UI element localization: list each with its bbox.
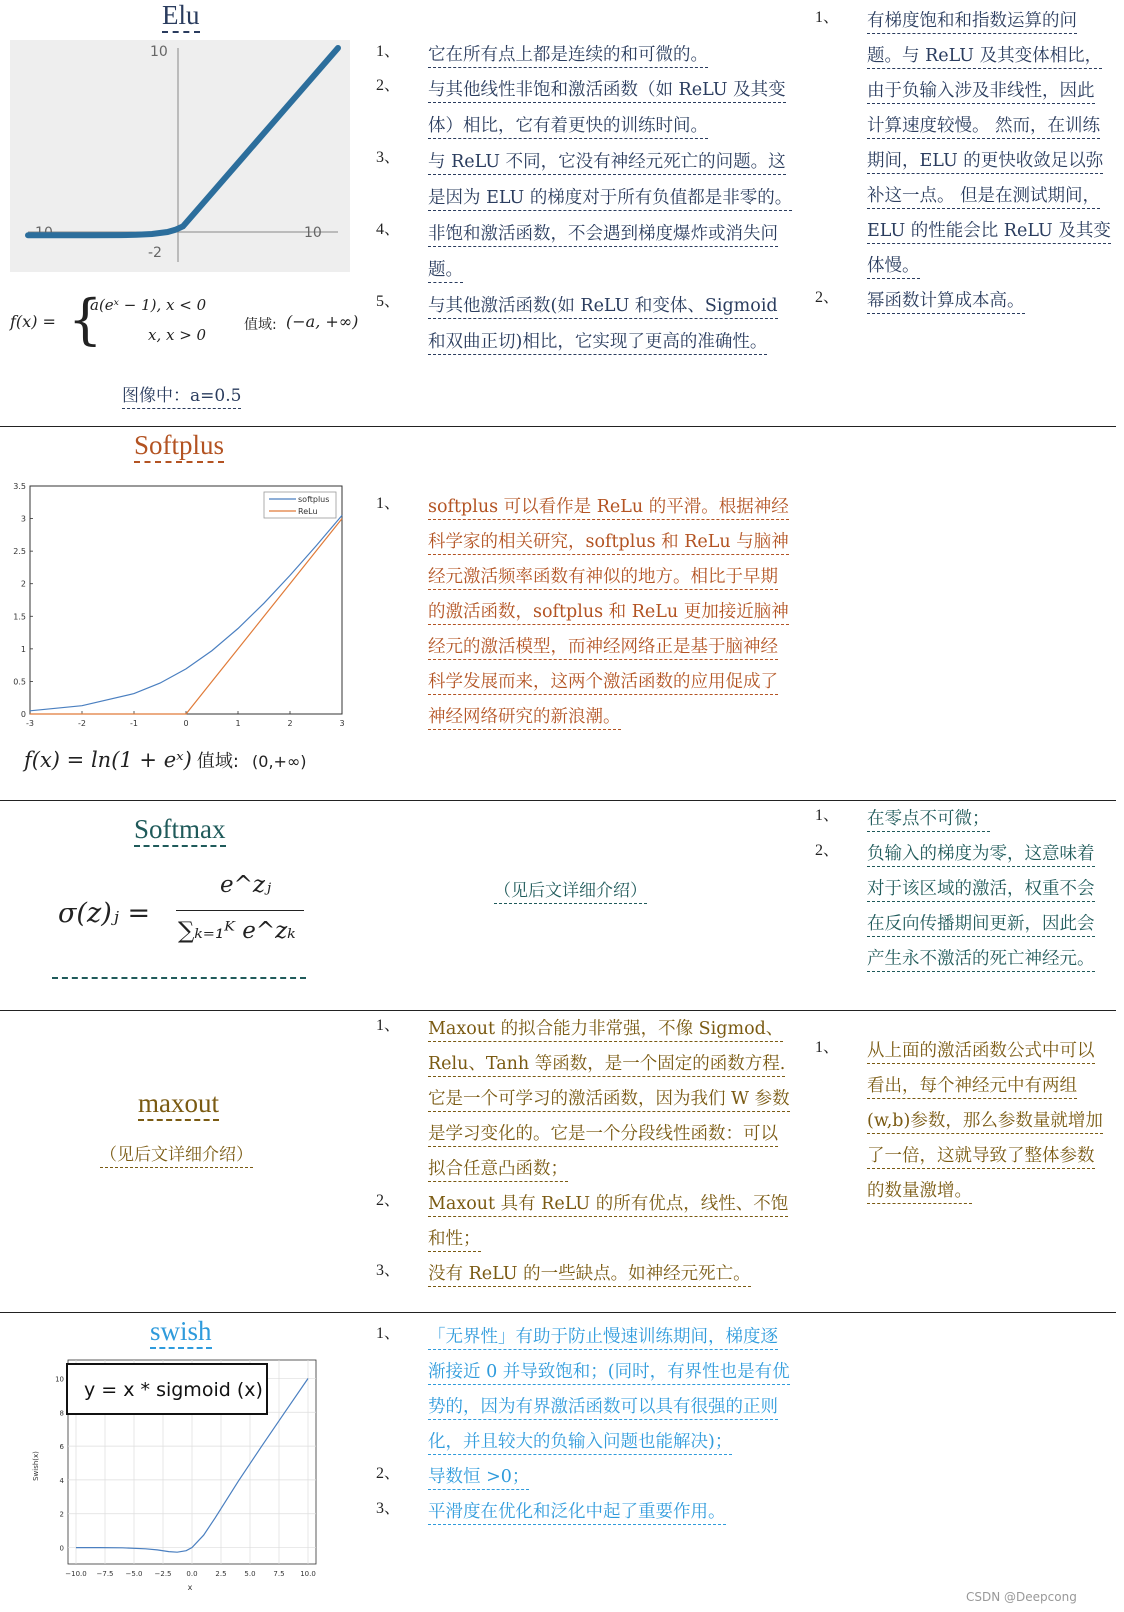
- softmax-formula-underline: [52, 977, 306, 979]
- list-item: 1、 在零点不可微；: [815, 802, 1111, 837]
- elu-formula-brace: {: [68, 288, 103, 351]
- softplus-xtick-label: 0: [183, 719, 189, 728]
- softmax-formula-denominator: ∑ₖ₌₁ᴷ e^zₖ: [178, 918, 296, 944]
- softplus-formula-range-label: 值域:: [196, 751, 239, 772]
- softplus-legend-relu: ReLu: [298, 507, 318, 516]
- softmax-cons-list: [815, 802, 1111, 977]
- elu-note-text: 图像中：a=0.5: [122, 386, 241, 409]
- maxout-pros-list: [376, 1012, 794, 1292]
- swish-xtick-label: 5.0: [244, 1570, 256, 1578]
- elu-formula-case1: a(eˣ − 1), x < 0: [90, 296, 207, 314]
- swish-label-box: [66, 1363, 268, 1415]
- softmax-con-2: 负输入的梯度为零，这意味着对于该区域的激活，权重不会在反向传播期间更新，因此会产生永不激活的死亡神经元。: [867, 844, 1095, 972]
- list-item: 2、 导数恒 >0；: [376, 1460, 794, 1495]
- maxout-note-text: （见后文详细介绍）: [100, 1145, 253, 1168]
- elu-pro-1: 它在所有点上都是连续的和可微的。: [428, 45, 708, 68]
- swish-xtick-label: −2.5: [154, 1570, 172, 1578]
- elu-formula-range-label: 值域:: [244, 317, 277, 333]
- divider: [0, 426, 1116, 427]
- softmax-con-1: 在零点不可微；: [867, 809, 990, 832]
- swish-label-text: y = x * sigmoid (x): [84, 1379, 263, 1401]
- list-item: 3、 没有 ReLU 的一些缺点。如神经元死亡。: [376, 1257, 794, 1292]
- elu-con-2: 幂函数计算成本高。: [867, 291, 1025, 314]
- maxout-note: [100, 1140, 253, 1165]
- softmax-fraction-bar: [176, 910, 304, 911]
- elu-pros-list: [376, 38, 794, 360]
- divider: [0, 800, 1116, 801]
- softplus-legend: [264, 492, 336, 518]
- swish-xtick-label: 7.5: [273, 1570, 285, 1578]
- swish-ytick-label: 4: [59, 1476, 64, 1485]
- softmax-middle-note-text: （见后文详细介绍）: [494, 881, 647, 904]
- softplus-xtick-label: -1: [130, 719, 138, 728]
- softplus-pro-1: softplus 可以看作是 ReLu 的平滑。根据神经科学家的相关研究，softplus 和 ReLu 与脑神经元激活频率函数有神似的地方。相比于早期的激活函数，softplus 和 ReLu 更加接近脑神经元的激活模型，而神经网络正是基于脑神经科学发展而来，这两个激活函数的应用促成了神经网络研究的新浪潮。: [428, 497, 789, 730]
- elu-pro-3: 与 ReLU 不同，它没有神经元死亡的问题。这是因为 ELU 的梯度对于所有负值都是非零的。: [428, 152, 792, 211]
- list-item: 4、 非饱和激活函数，不会遇到梯度爆炸或消失问题。: [376, 216, 794, 288]
- maxout-cons-list: [815, 1034, 1111, 1209]
- swish-xtick-label: −7.5: [96, 1570, 114, 1578]
- elu-plot: [10, 40, 350, 272]
- swish-ytick-label: 2: [59, 1510, 64, 1519]
- softplus-ytick-label: 3.5: [13, 482, 26, 491]
- list-item: 5、 与其他激活函数(如 ReLU 和变体、Sigmoid 和双曲正切)相比，它实现了更高的准确性。: [376, 288, 794, 360]
- list-item: 1、 从上面的激活函数公式中可以看出，每个神经元中有两组(w,b)参数，那么参数量就增加了一倍，这就导致了整体参数的数量激增。: [815, 1034, 1111, 1209]
- softplus-xtick-label: 3: [339, 719, 345, 728]
- softplus-plot: [6, 478, 350, 740]
- elu-xtick-left: -10: [30, 225, 53, 241]
- softplus-xtick-label: -2: [78, 719, 86, 728]
- list-item: 2、 Maxout 具有 ReLU 的所有优点，线性、不饱和性；: [376, 1187, 794, 1257]
- swish-xtick-label: 10.0: [300, 1570, 316, 1578]
- softplus-ytick-label: 2.5: [13, 547, 26, 557]
- maxout-con-1: 从上面的激活函数公式中可以看出，每个神经元中有两组(w,b)参数，那么参数量就增加了一倍，这就导致了整体参数的数量激增。: [867, 1041, 1103, 1204]
- list-item: 1、 softplus 可以看作是 ReLu 的平滑。根据神经科学家的相关研究，softplus 和 ReLu 与脑神经元激活频率函数有神似的地方。相比于早期的激活函数，softplus 和 ReLu 更加接近脑神经元的激活模型，而神经网络正是基于脑神经科学发展而来，这两个激活函数的应用促成了神经网络研究的新浪潮。: [376, 490, 794, 735]
- elu-cons-list: [815, 4, 1111, 319]
- softmax-formula-numerator: e^zⱼ: [220, 872, 272, 898]
- softplus-ytick-label: 0: [20, 710, 26, 719]
- softmax-formula-lhs: σ(z)ⱼ =: [58, 898, 151, 929]
- softplus-pros-list: [376, 490, 794, 735]
- list-item: 1、 它在所有点上都是连续的和可微的。: [376, 38, 794, 72]
- swish-xtick-label: 0.0: [186, 1570, 198, 1578]
- softplus-plot-frame: [30, 486, 342, 714]
- divider: [0, 1010, 1116, 1011]
- softplus-xtick-label: 2: [287, 719, 293, 728]
- list-item: 1、 「无界性」有助于防止慢速训练期间，梯度逐渐接近 0 并导致饱和；(同时，有界性也是有优势的，因为有界激活函数可以具有很强的正则化，并且较大的负输入问题也能解决)；: [376, 1320, 794, 1460]
- swish-title: swish: [150, 1316, 212, 1349]
- swish-ytick-label: 0: [59, 1544, 64, 1553]
- list-item: 1、 有梯度饱和和指数运算的问题。与 ReLU 及其变体相比，由于负输入涉及非线性，因此计算速度较慢。 然而，在训练期间，ELU 的更快收敛足以弥补这一点。 但是在测试期间，ELU 的性能会比 ReLU 及其变体慢。: [815, 4, 1111, 284]
- swish-ylabel: Swish(x): [32, 1451, 40, 1481]
- elu-formula-case2: x, x > 0: [148, 326, 207, 344]
- swish-xtick-label: 2.5: [215, 1570, 227, 1578]
- softmax-middle-note: [494, 876, 647, 901]
- softplus-ytick-label: 1.5: [13, 612, 26, 622]
- swish-ytick-label: 6: [59, 1443, 64, 1452]
- softplus-ytick-label: 2: [20, 579, 26, 589]
- elu-ytick-top: 10: [150, 44, 168, 60]
- list-item: 1、 Maxout 的拟合能力非常强，不像 Sigmod、Relu、Tanh 等函数，是一个固定的函数方程.它是一个可学习的激活函数，因为我们 W 参数是学习变化的。它是一个分段线性函数：可以拟合任意凸函数；: [376, 1012, 794, 1187]
- swish-xtick-label: −5.0: [125, 1570, 143, 1578]
- softplus-title: Softplus: [134, 430, 224, 463]
- softplus-formula-range: (0,+∞): [252, 752, 307, 771]
- maxout-title: maxout: [138, 1088, 219, 1121]
- softplus-xtick-label: 1: [235, 719, 241, 728]
- list-item: 2、 幂函数计算成本高。: [815, 284, 1111, 319]
- elu-note: [122, 381, 241, 406]
- swish-ytick-label: 8: [59, 1409, 64, 1418]
- elu-title: Elu: [162, 0, 200, 33]
- elu-pro-5: 与其他激活函数(如 ReLU 和变体、Sigmoid 和双曲正切)相比，它实现了更高的准确性。: [428, 296, 778, 355]
- list-item: 2、 与其他线性非饱和激活函数（如 ReLU 及其变体）相比，它有着更快的训练时间。: [376, 72, 794, 144]
- swish-ytick-label: 10: [55, 1375, 64, 1384]
- elu-pro-4: 非饱和激活函数，不会遇到梯度爆炸或消失问题。: [428, 224, 778, 283]
- softplus-ytick-label: 0.5: [13, 677, 26, 687]
- watermark: CSDN @Deepcong: [966, 1590, 1077, 1604]
- elu-ytick-bottom: -2: [148, 245, 162, 261]
- softmax-formula: [58, 868, 308, 968]
- swish-pro-2: 导数恒 >0；: [428, 1467, 529, 1490]
- list-item: 3、 与 ReLU 不同，它没有神经元死亡的问题。这是因为 ELU 的梯度对于所有负值都是非零的。: [376, 144, 794, 216]
- softplus-formula-expr: f(x) = ln(1 + eˣ): [24, 748, 192, 772]
- swish-pro-3: 平滑度在优化和泛化中起了重要作用。: [428, 1502, 726, 1525]
- maxout-pro-3: 没有 ReLU 的一些缺点。如神经元死亡。: [428, 1264, 751, 1287]
- swish-pro-1: 「无界性」有助于防止慢速训练期间，梯度逐渐接近 0 并导致饱和；(同时，有界性也是有优势的，因为有界激活函数可以具有很强的正则化，并且较大的负输入问题也能解决)；: [428, 1327, 790, 1455]
- elu-formula-range: (−a, +∞): [286, 312, 359, 331]
- swish-xtick-label: −10.0: [65, 1570, 87, 1578]
- softmax-title: Softmax: [134, 814, 226, 847]
- elu-xtick-right: 10: [304, 225, 322, 241]
- maxout-pro-1: Maxout 的拟合能力非常强，不像 Sigmod、Relu、Tanh 等函数，是一个固定的函数方程.它是一个可学习的激活函数，因为我们 W 参数是学习变化的。它是一个分段线性函数：可以拟合任意凸函数；: [428, 1019, 790, 1182]
- list-item: 3、 平滑度在优化和泛化中起了重要作用。: [376, 1495, 794, 1530]
- swish-xlabel: x: [187, 1583, 193, 1592]
- divider: [0, 1312, 1116, 1313]
- elu-pro-2: 与其他线性非饱和激活函数（如 ReLU 及其变体）相比，它有着更快的训练时间。: [428, 80, 786, 139]
- softplus-ytick-label: 1: [20, 644, 26, 654]
- softplus-legend-softplus: softplus: [298, 495, 330, 504]
- softplus-ytick-label: 3: [20, 514, 26, 524]
- softplus-formula: [24, 747, 307, 773]
- elu-formula-lhs: f(x) =: [10, 312, 56, 331]
- swish-pros-list: [376, 1320, 794, 1530]
- list-item: 2、 负输入的梯度为零，这意味着对于该区域的激活，权重不会在反向传播期间更新，因此会产生永不激活的死亡神经元。: [815, 837, 1111, 977]
- maxout-pro-2: Maxout 具有 ReLU 的所有优点，线性、不饱和性；: [428, 1194, 788, 1252]
- elu-con-1: 有梯度饱和和指数运算的问题。与 ReLU 及其变体相比，由于负输入涉及非线性，因此计算速度较慢。 然而，在训练期间，ELU 的更快收敛足以弥补这一点。 但是在测试期间，ELU 的性能会比 ReLU 及其变体慢。: [867, 11, 1111, 279]
- softplus-xtick-label: -3: [26, 719, 34, 728]
